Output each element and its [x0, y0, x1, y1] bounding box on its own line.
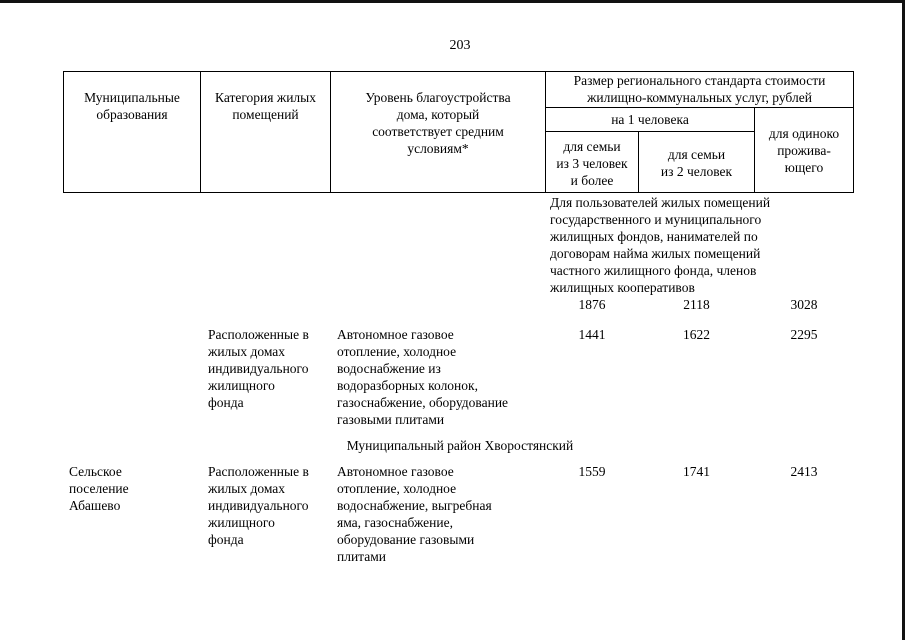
header-municipalities: Муниципальные образования — [84, 90, 180, 122]
value-single: 2413 — [790, 464, 818, 479]
value-family-3: 1441 — [578, 327, 606, 342]
users-note: Для пользователей жилых помещений государственного и муниципального жилищных фондов, нанимателей по договорам найма жилых помещений частного жилищного фонда, членов жилищных кооперативов — [550, 195, 771, 295]
header-family-2: для семьи из 2 человек — [660, 147, 733, 179]
value-family-3: 1559 — [578, 464, 606, 479]
value-family-2: 1622 — [683, 327, 710, 342]
header-housing-category: Категория жилых помещений — [215, 90, 316, 122]
header-family-3: для семьи из 3 человек и более — [556, 139, 628, 188]
comfort-level-cell: Автономное газовое отопление, холодное водоснабжение, выгребная яма, газоснабжение, оборудование газовыми плитами — [337, 464, 492, 564]
housing-category-cell: Расположенные в жилых домах индивидуального жилищного фонда — [208, 327, 309, 410]
header-comfort-level: Уровень благоустройства дома, который соответствует средним условиям* — [365, 90, 511, 156]
housing-category-cell: Расположенные в жилых домах индивидуального жилищного фонда — [208, 464, 309, 547]
header-standard-size: Размер регионального стандарта стоимости жилищно-коммунальных услуг, рублей — [573, 73, 826, 105]
page-number: 203 — [449, 38, 471, 53]
value-family-2: 1741 — [683, 464, 710, 479]
value-family-2: 2118 — [683, 297, 710, 312]
header-per-person: на 1 человека — [611, 112, 689, 127]
municipality-cell: Сельское поселение Абашево — [69, 464, 129, 513]
scan-border-top — [0, 0, 905, 3]
value-single: 2295 — [790, 327, 818, 342]
value-family-3: 1876 — [578, 297, 606, 312]
comfort-level-cell: Автономное газовое отопление, холодное водоснабжение из водоразборных колонок, газоснабжение, оборудование газовыми плитами — [337, 327, 509, 427]
header-single: для одиноко прожива- ющего — [768, 126, 840, 175]
district-heading: Муниципальный район Хворостянский — [346, 438, 574, 453]
value-single: 3028 — [790, 297, 818, 312]
